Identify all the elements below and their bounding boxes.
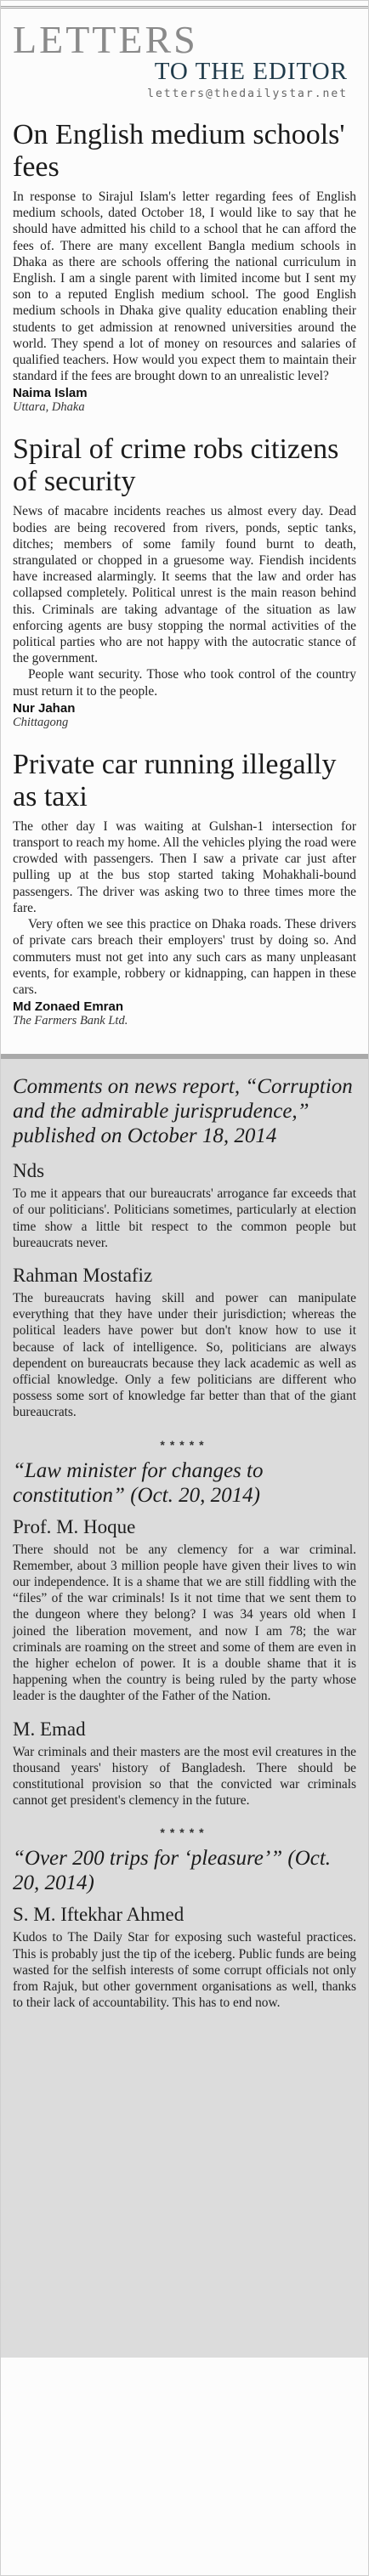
masthead-subtitle: TO THE EDITOR: [154, 58, 348, 85]
section-separator: *****: [160, 1437, 209, 1452]
letter-english-medium-fees: [13, 119, 356, 415]
letter-headline: Spiral of crime robs citizens of security: [13, 433, 339, 498]
masthead-title: LETTERS: [13, 18, 198, 61]
letter-body: [13, 818, 356, 998]
comment-author: S. M. Iftekhar Ahmed: [13, 1904, 184, 1926]
comment-author: Nds: [13, 1160, 45, 1182]
letter-headline: On English medium schools' fees: [13, 119, 345, 183]
comments-subheading: “Over 200 trips for ‘pleasure’” (Oct. 20, 2014): [13, 1847, 332, 1895]
comment-author: Rahman Mostafiz: [13, 1264, 153, 1286]
letter-author: Nur Jahan: [13, 700, 76, 716]
masthead: [13, 8, 356, 100]
comment-text: There should not be any clemency for a war criminal. Remember, about 3 million people have given their lives to win our independence. It is a shame that we are still fiddling with the “files” of the war criminals! Is it not time that we sent them to the dungeon where they belong? I was 34 years old when I joined the liberation movement, and now I am 78; the war criminals are roaming on the street and some of them are even in the higher echelon of power. It is a double shame that it is happening when the country is being ruled by the party whose leader is the daughter of the Father of the Nation.: [13, 1542, 356, 1704]
letter-paragraph: People want security. Those who took control of the country must return it to the people.: [13, 667, 356, 699]
editor-email-link[interactable]: letters@thedailystar.net: [147, 88, 348, 100]
comment-text: War criminals and their masters are the most evil creatures in the thousand years' history of Bangladesh. There should be constitutional provision so that the convicted war criminals cannot get president's clemency in the future.: [13, 1744, 356, 1809]
comments-box: [1, 1054, 368, 2358]
letter-private-car-taxi: [13, 749, 356, 1028]
comments-subheading: “Law minister for changes to constitution” (Oct. 20, 2014): [13, 1458, 264, 1507]
letter-author: Md Zonaed Emran: [13, 999, 124, 1015]
letter-place: The Farmers Bank Ltd.: [13, 1014, 128, 1028]
letter-place: Chittagong: [13, 715, 69, 729]
comment-text: Kudos to The Daily Star for exposing such wasteful practices. This is probably just the tip of the iceberg. Public funds are being wasted for the selfish interests of some corrupt officials not only from Rajuk, but other government organisations as well, thanks to their lack of accountability. This has to end now.: [13, 1930, 356, 2011]
letter-place: Uttara, Dhaka: [13, 400, 85, 415]
comment-author: M. Emad: [13, 1718, 86, 1740]
top-rule: [1, 1, 368, 8]
comment-author: Prof. M. Hoque: [13, 1515, 136, 1537]
letter-spiral-of-crime: [13, 433, 356, 729]
letter-paragraph: In response to Sirajul Islam's letter regarding fees of English medium schools, dated October 18, I would like to say that he should have admitted his child to a school that he can afford the fees of. There are many excellent Bangla medium schools in Dhaka as there are schools offering the national curriculum in English. I am a single parent with limited income but I sent my son to a reputed English medium school. The good English medium schools in Dhaka give quality education enabling their students to get admission at renowned universities around the world. They spend a lot of money on resources and salaries of qualified teachers. How would you expect them to maintain their standard if the fees are brought down to an unrealistic level?: [13, 190, 356, 384]
letter-headline: Private car running illegally as taxi: [13, 748, 337, 812]
letter-body: [13, 189, 356, 384]
comment-text: The bureaucrats having skill and power can manipulate everything that they have under their jurisdiction; whereas the political leaders have power but don't know how to use it because of lack of intelligence. So, politicians are always dependent on bureaucrats because they lack academic as well as official knowledge. Only a few politicians are different who possess some sort of knowledge far better than that of the giant bureaucrats.: [13, 1290, 356, 1420]
letter-paragraph: The other day I was waiting at Gulshan-1 intersection for transport to reach my home. All the vehicles plying the road were crowded with passengers. Then I saw a private car just after pulling up at the bus stop started taking Mohakhali-bound passengers. The driver was asking two to three times more the fare.: [13, 818, 356, 915]
letter-author: Naima Islam: [13, 386, 88, 401]
section-separator: *****: [160, 1826, 209, 1840]
comment-text: To me it appears that our bureaucrats' arrogance far exceeds that of our politicians'. Politicians sometimes, particularly at election time show a little bit respect to the common people but bureaucrats never.: [13, 1186, 356, 1250]
letter-body: [13, 503, 356, 699]
comments-heading: Comments on news report, “Corruption and the admirable jurisprudence,” published on October 18, 2014: [13, 1075, 353, 1148]
letter-paragraph: News of macabre incidents reaches us almost every day. Dead bodies are being recovered from rivers, ponds, septic tanks, ditches; members of some family found burnt to death, strangulated or chopped in a gruesome way. Fiendish incidents have increased alarmingly. It seems that the law and order has collapsed completely. Political unrest is the main reason behind this. Criminals are taking advantage of the situation as law enforcing agents are busy stopping the normal activities of the political parties who are not happy with the autocratic stance of the government.: [13, 504, 356, 666]
letter-paragraph: Very often we see this practice on Dhaka roads. These drivers of private cars breach their employers' trust by doing so. And commuters must not get into any such cars as many unpleasant events, for example, robbery or kidnapping, can happen in these cars.: [13, 917, 356, 997]
